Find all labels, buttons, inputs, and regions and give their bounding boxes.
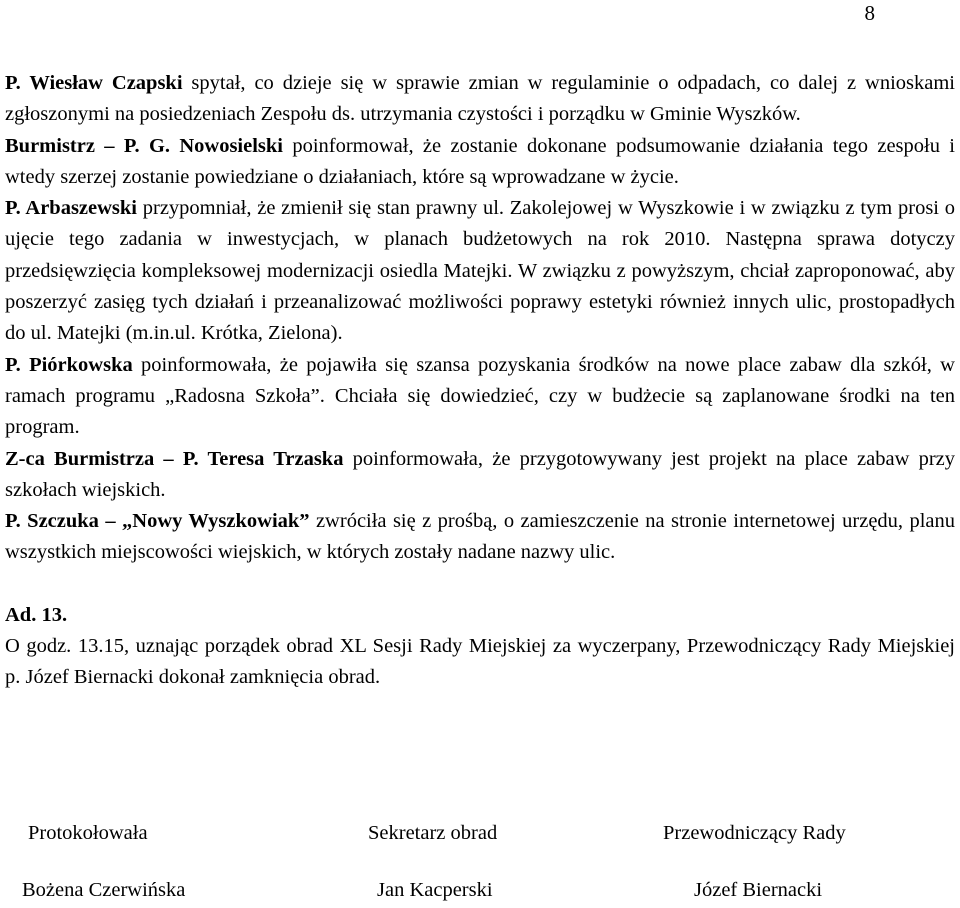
signature-names	[0, 879, 960, 905]
paragraph-nowosielski	[5, 131, 955, 194]
speaker-name: P. Piórkowska	[5, 353, 133, 376]
speaker-name: P. Szczuka – „Nowy Wyszkowiak”	[5, 510, 310, 533]
minutes-body	[5, 68, 955, 694]
paragraph-text: przypomniał, że zmienił się stan prawny ul. Zakolejowej w Wyszkowie i w związku z tym prosi o ujęcie tego zadania w inwestycjach, w planach budżetowych na rok 2010. Następna sprawa dotyczy przedsięwzięcia kompleksowej modernizacji osiedla Matejki. W związku z powyższym, chciał zaproponować, aby poszerzyć zasięg tych działań i przeanalizować możliwości poprawy estetyki również innych ulic, prostopadłych do ul. Matejki (m.in.ul. Krótka, Zielona).	[5, 197, 955, 345]
paragraph-text: spytał, co dzieje się w sprawie zmian w regulaminie o odpadach, co dalej z wnioskami zgłoszonymi na posiedzeniach Zespołu ds. utrzymania czystości i porządku w Gminie Wyszków.	[5, 72, 955, 126]
paragraph-text: zwróciła się z prośbą, o zamieszczenie na stronie internetowej urzędu, planu wszystkich miejscowości wiejskich, w których zostały nadane nazwy ulic.	[5, 510, 956, 564]
page-number: 8	[864, 1, 875, 25]
agenda-item-heading	[5, 600, 955, 631]
speaker-name: P. Arbaszewski	[5, 197, 137, 220]
paragraph-text: poinformowała, że pojawiła się szansa pozyskania środków na nowe place zabaw dla szkół, w ramach programu „Radosna Szkoła”. Chciała się dowiedzieć, czy w budżecie są zaplanowane środki na ten program.	[5, 353, 955, 439]
speaker-name: P. Wiesław Czapski	[5, 72, 183, 94]
speaker-name: Burmistrz – P. G. Nowosielski	[5, 134, 283, 157]
spacer	[5, 569, 955, 600]
paragraph-text: poinformował, że zostanie dokonane podsumowanie działania tego zespołu i wtedy szerzej zostanie powiedziane o działaniach, które są wprowadzane w życie.	[5, 134, 955, 188]
agenda-item-label: Ad. 13.	[5, 603, 68, 626]
name-chairman: Józef Biernacki	[694, 879, 823, 901]
signature-roles	[0, 822, 960, 848]
paragraph-szczuka	[5, 506, 955, 569]
name-recorder: Bożena Czerwińska	[22, 879, 186, 901]
paragraph-piorkowska	[5, 350, 955, 444]
paragraph-text: poinformowała, że przygotowywany jest projekt na place zabaw przy szkołach wiejskich.	[5, 447, 956, 501]
role-chairman: Przewodniczący Rady	[663, 822, 846, 844]
paragraph-arbaszewski	[5, 193, 955, 349]
closing-paragraph: O godz. 13.15, uznając porządek obrad XL Sesji Rady Miejskiej za wyczerpany, Przewodniczący Rady Miejskiej p. Józef Biernacki dokonał zamknięcia obrad.	[5, 635, 955, 689]
speaker-name: Z-ca Burmistrza – P. Teresa Trzaska	[5, 447, 344, 470]
paragraph-trzaska	[5, 444, 955, 507]
name-secretary: Jan Kacperski	[377, 879, 493, 901]
role-secretary: Sekretarz obrad	[368, 822, 498, 844]
paragraph-czapski	[5, 68, 955, 131]
role-recorder: Protokołowała	[28, 822, 148, 844]
